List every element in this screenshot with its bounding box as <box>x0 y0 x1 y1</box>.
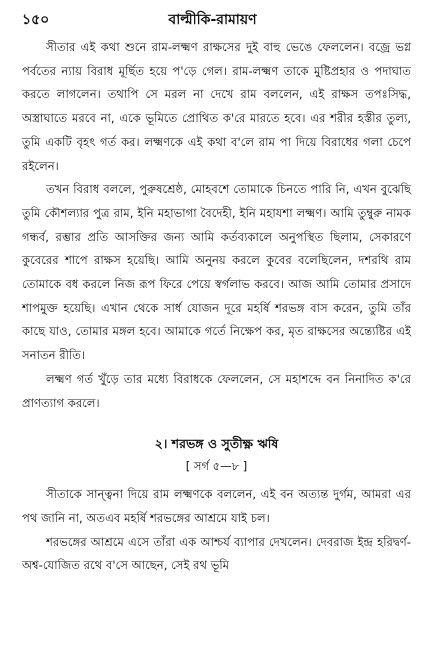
sarga-reference: [ সর্গ ৫—৮ ] <box>185 459 248 474</box>
paragraph-virad-speech: তখন বিরাধ বললে, পুরুষশ্রেষ্ঠ, মোহবশে তোমাকে চিনতে পারি নি, এখন বুঝেছি তুমি কৌশল্যার পুত্র রাম, ইনি মহাভাগা বৈদেহী, ইনি মহাযশা লক্ষ্মণ। আমি তুম্বুরু নামক গন্ধর্ব, রম্ভার প্রতি আসক্তির জন্য আমি কর্তব্যকালে অনুপস্থিত ছিলাম, সেকারণে কুবেরের শাপে রাক্ষস হয়েছি। আমি অনুনয় করলে কুবের বলেছিলেন, দশরথি রাম তোমাকে বধ করলে নিজ রূপ ফিরে পেয়ে স্বর্গলাভ করবে। আজ আমি তোমার প্রসাদে শাপমুক্ত হয়েছি। এখান থেকে সার্ধ যোজন দূরে মহর্ষি শরভঙ্গ বাস করেন, তুমি তাঁর কাছে যাও, তোমার মঙ্গল হবে। আমাকে গর্তে নিক্ষেপ কর, মৃত রাক্ষসের অন্ত্যেষ্টির এই সনাতন রীতি। <box>22 182 411 363</box>
page-header <box>22 8 403 28</box>
page-number: ১৫০ <box>22 12 50 28</box>
section-heading: ২। শরভঙ্গ ও সুতীক্ষ্ণ ঋষি <box>154 436 279 452</box>
paragraph-rama-consoles-sita: সীতাকে সান্ত্বনা দিয়ে রাম লক্ষ্মণকে বললেন, এই বন অত্যন্ত দুর্গম, আমরা এর পথ জানি না, অতএব মহর্ষি শরভঙ্গের আশ্রমে যাই চল। <box>22 487 411 525</box>
running-title: বাল্মীকি-রামায়ণ <box>168 12 257 28</box>
paragraph-sharabhanga-ashram: শরভঙ্গের আশ্রমে এসে তাঁরা এক আশ্চর্য ব্যাপার দেখলেন। দেবরাজ ইন্দ্র হরিদ্বর্ণ-অশ্ব-যোজিত রথে ব'সে আছেন, সেই রথ ভূমি <box>22 534 411 573</box>
page-body <box>22 36 411 578</box>
paragraph-virad-death: লক্ষ্মণ গর্ত খুঁড়ে তার মধ্যে বিরাধকে ফেললেন, সে মহাশব্দে বন নিনাদিত ক'রে প্রাণত্যাগ করলে। <box>22 371 411 410</box>
paragraph-virad-defeat: সীতার এই কথা শুনে রাম-লক্ষ্মণ রাক্ষসের দুই বাহু ভেঙে ফেললেন। বজ্রে ভগ্ন পর্বতের ন্যায় বিরাধ মূর্ছিত হয়ে প'ড়ে গেল। রাম-লক্ষ্মণ তাকে মুষ্টিপ্রহার ও পদাঘাত করতে লাগলেন। তথাপি সে মরল না দেখে রাম বললেন, এই রাক্ষস তপঃসিদ্ধ, অস্ত্রাঘাতে মরবে না, একে ভূমিতে প্রোথিত ক'রে মারতে হবে। এর শরীর হস্তীর তুল্য, তুমি একটি বৃহৎ গর্ত কর। লক্ষ্মণকে এই কথা ব'লে রাম পা দিয়ে বিরাধের গলা চেপে রইলেন। <box>22 40 411 173</box>
